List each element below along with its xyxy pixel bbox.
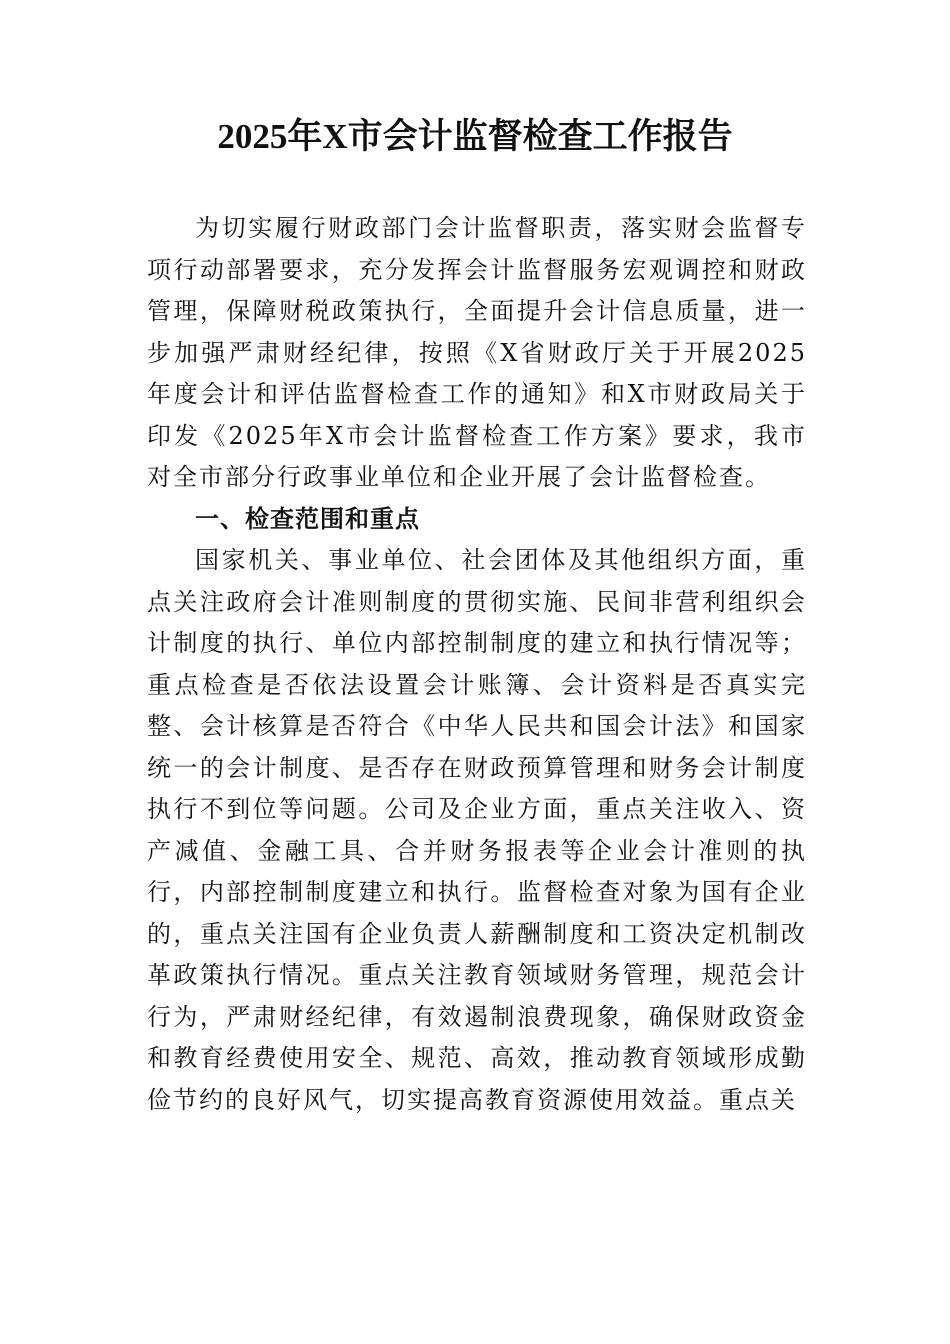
- document-body: [147, 208, 807, 1121]
- intro-paragraph: 为切实履行财政部门会计监督职责，落实财会监督专项行动部署要求，充分发挥会计监督服务宏观调控和财政管理，保障财税政策执行，全面提升会计信息质量，进一步加强严肃财经纪律，按照《X省财政厅关于开展2025年度会计和评估监督检查工作的通知》和X市财政局关于印发《2025年X市会计监督检查工作方案》要求，我市对全市部分行政事业单位和企业开展了会计监督检查。: [147, 214, 807, 491]
- section-paragraph: 国家机关、事业单位、社会团体及其他组织方面，重点关注政府会计准则制度的贯彻实施、民间非营利组织会计制度的执行、单位内部控制制度的建立和执行情况等；重点检查是否依法设置会计账簿、会计资料是否真实完整、会计核算是否符合《中华人民共和国会计法》和国家统一的会计制度、是否存在财政预算管理和财务会计制度执行不到位等问题。公司及企业方面，重点关注收入、资产减值、金融工具、合并财务报表等企业会计准则的执行，内部控制制度建立和执行。监督检查对象为国有企业的，重点关注国有企业负责人薪酬制度和工资决定机制改革政策执行情况。重点关注教育领域财务管理，规范会计行为，严肃财经纪律，有效遏制浪费现象，确保财政资金和教育经费使用安全、规范、高效，推动教育领域形成勤俭节约的良好风气，切实提高教育资源使用效益。重点关: [147, 546, 807, 1114]
- section-heading: 一、检查范围和重点: [195, 504, 420, 533]
- document-title: 2025年X市会计监督检查工作报告: [217, 117, 733, 156]
